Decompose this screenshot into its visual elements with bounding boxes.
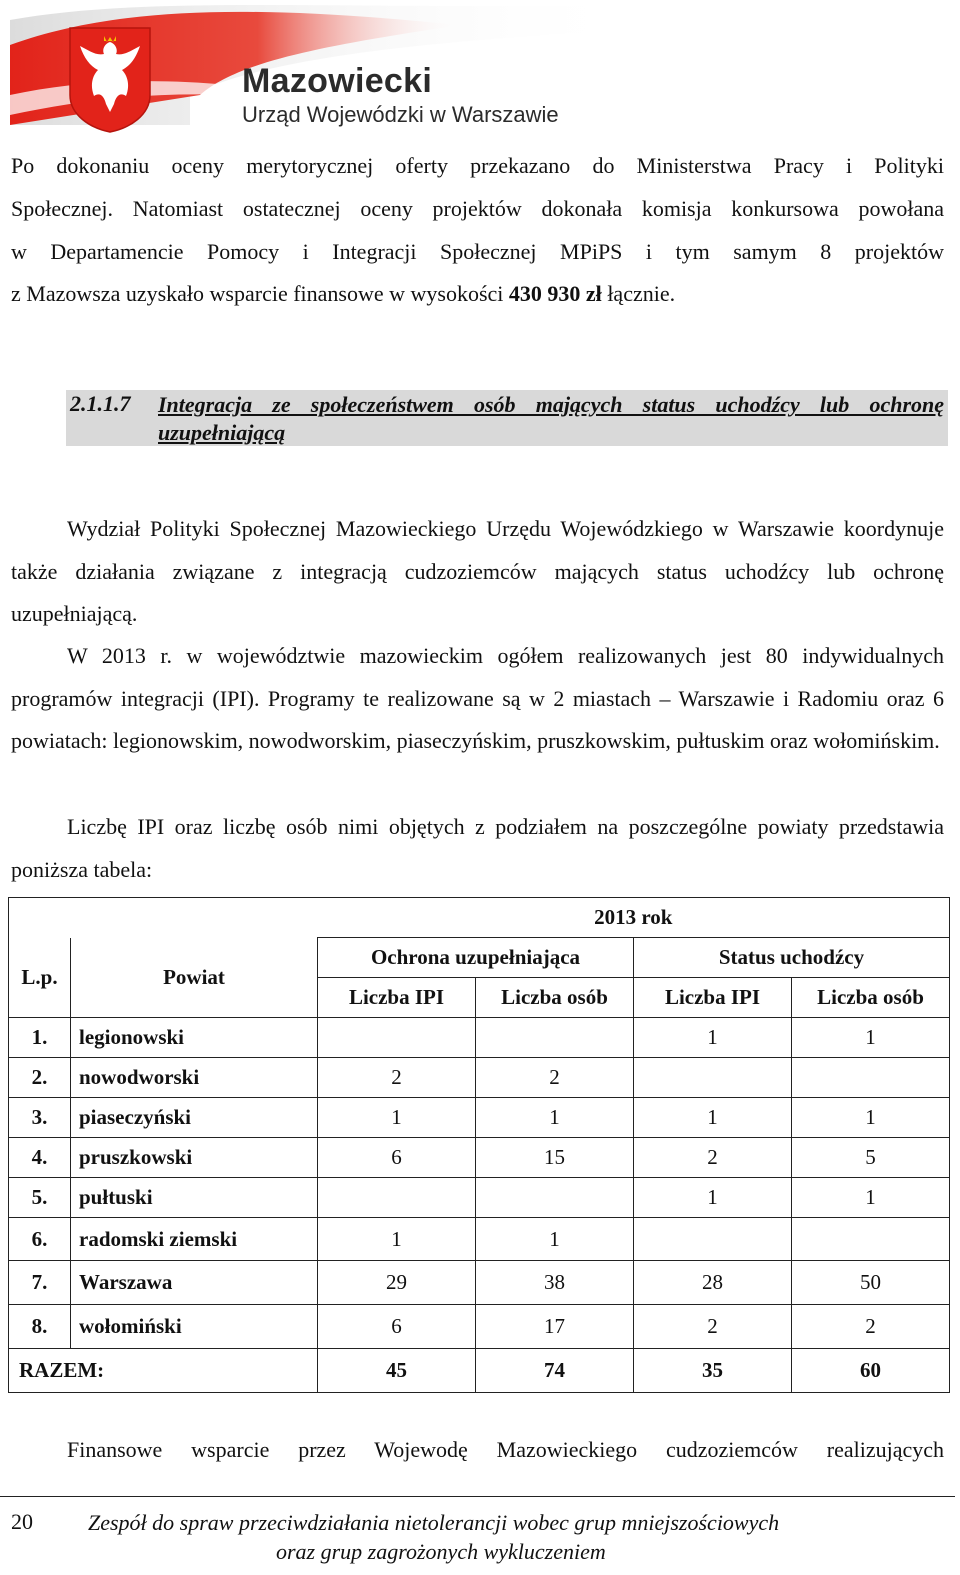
table-row: [9, 1098, 950, 1138]
table-row: [9, 1058, 950, 1098]
table-subheader-ipi-1: Liczba IPI: [318, 978, 476, 1018]
row-lp: 8.: [9, 1305, 71, 1349]
table-total-row: [9, 1349, 950, 1393]
total-value: 35: [634, 1349, 792, 1393]
paragraph-3: Liczbę IPI oraz liczbę osób nimi objętych z podziałem na poszczególne powiaty przedstawia poniższa tabela:: [11, 814, 944, 882]
table-row: [9, 1261, 950, 1305]
row-value: [318, 1178, 476, 1218]
row-value: 5: [792, 1138, 950, 1178]
row-value: 2: [634, 1305, 792, 1349]
page-number: 20: [11, 1509, 33, 1534]
intro-line-4-end: łącznie.: [601, 281, 676, 306]
row-powiat: wołomiński: [71, 1305, 318, 1349]
row-value: 1: [318, 1098, 476, 1138]
footer-text-line-1: Zespół do spraw przeciwdziałania nietolerancji wobec grup mniejszościowych: [88, 1510, 780, 1535]
intro-amount: 430 930 zł: [508, 281, 602, 306]
table-header-powiat: Powiat: [71, 938, 318, 1018]
row-value: 1: [634, 1018, 792, 1058]
table-header-lp: L.p.: [9, 938, 71, 1018]
row-powiat: piaseczyński: [71, 1098, 318, 1138]
table-row: [9, 1305, 950, 1349]
row-value: 50: [792, 1261, 950, 1305]
row-value: 1: [318, 1218, 476, 1261]
row-value: 15: [476, 1138, 634, 1178]
row-value: 29: [318, 1261, 476, 1305]
table-row: [9, 1218, 950, 1261]
table-row: [9, 1178, 950, 1218]
table-row: [9, 1018, 950, 1058]
row-powiat: pułtuski: [71, 1178, 318, 1218]
paragraph-2: W 2013 r. w województwie mazowieckim ogółem realizowanych jest 80 indywidualnych programów integracji (IPI). Programy te realizowane są w 2 miastach – Warszawie i Radomiu oraz 6 powiatach: legionowskim, nowodworskim, piaseczyńskim, pruszkowskim, pułtuskim oraz wołomińskim.: [11, 643, 944, 753]
table-corner: [9, 898, 318, 938]
row-lp: 7.: [9, 1261, 71, 1305]
row-value: [476, 1178, 634, 1218]
table-year-header: 2013 rok: [318, 898, 950, 938]
row-lp: 2.: [9, 1058, 71, 1098]
row-powiat: nowodworski: [71, 1058, 318, 1098]
row-value: 1: [476, 1098, 634, 1138]
row-value: 6: [318, 1138, 476, 1178]
row-lp: 3.: [9, 1098, 71, 1138]
row-value: 2: [634, 1138, 792, 1178]
row-powiat: Warszawa: [71, 1261, 318, 1305]
row-lp: 4.: [9, 1138, 71, 1178]
row-value: 2: [318, 1058, 476, 1098]
total-value: 74: [476, 1349, 634, 1393]
row-powiat: radomski ziemski: [71, 1218, 318, 1261]
row-value: [792, 1058, 950, 1098]
brand-subtitle: Urząd Wojewódzki w Warszawie: [242, 102, 559, 127]
paragraph-1: Wydział Polityki Społecznej Mazowieckiego Urzędu Wojewódzkiego w Warszawie koordynuje także działania związane z integracją cudzoziemców mających status uchodźcy lub ochronę uzupełniającą.: [11, 516, 944, 626]
brand-title: Mazowiecki: [242, 62, 433, 100]
row-value: 1: [476, 1218, 634, 1261]
intro-line-4: [11, 273, 944, 316]
row-value: 1: [634, 1178, 792, 1218]
row-value: 6: [318, 1305, 476, 1349]
row-lp: 6.: [9, 1218, 71, 1261]
row-value: 28: [634, 1261, 792, 1305]
intro-line-3: w Departamencie Pomocy i Integracji Społecznej MPiPS i tym samym 8 projektów: [11, 239, 944, 264]
total-label: RAZEM:: [9, 1349, 318, 1393]
intro-line-4-start: z Mazowsza uzyskało wsparcie finansowe w wysokości: [11, 281, 509, 306]
table-subheader-osob-1: Liczba osób: [476, 978, 634, 1018]
row-value: 2: [792, 1305, 950, 1349]
total-value: 45: [318, 1349, 476, 1393]
row-powiat: legionowski: [71, 1018, 318, 1058]
ipi-table: [8, 897, 950, 1393]
total-value: 60: [792, 1349, 950, 1393]
closing-line: Finansowe wsparcie przez Wojewodę Mazowieckiego cudzoziemców realizujących: [67, 1437, 944, 1462]
row-value: [634, 1058, 792, 1098]
section-number: 2.1.1.7: [70, 391, 131, 416]
page-header: [0, 0, 960, 140]
row-value: [476, 1018, 634, 1058]
row-powiat: pruszkowski: [71, 1138, 318, 1178]
row-value: 17: [476, 1305, 634, 1349]
footer-text-line-2: oraz grup zagrożonych wykluczeniem: [276, 1539, 606, 1564]
row-value: 1: [792, 1178, 950, 1218]
row-value: [634, 1218, 792, 1261]
row-value: 1: [792, 1018, 950, 1058]
row-value: 38: [476, 1261, 634, 1305]
footer-divider: [0, 1496, 955, 1497]
table-header-status: Status uchodźcy: [634, 938, 950, 978]
section-title: Integracja ze społeczeństwem osób mających status uchodźcy lub ochronę uzupełniającą: [158, 392, 944, 445]
intro-line-1: Po dokonaniu oceny merytorycznej oferty przekazano do Ministerstwa Pracy i Polityki: [11, 153, 944, 178]
row-lp: 5.: [9, 1178, 71, 1218]
row-value: [792, 1218, 950, 1261]
table-subheader-ipi-2: Liczba IPI: [634, 978, 792, 1018]
row-value: 2: [476, 1058, 634, 1098]
eagle-emblem-icon: [70, 28, 150, 132]
row-value: 1: [792, 1098, 950, 1138]
table-header-ochrona: Ochrona uzupełniająca: [318, 938, 634, 978]
table-subheader-osob-2: Liczba osób: [792, 978, 950, 1018]
intro-line-2: Społecznej. Natomiast ostatecznej oceny projektów dokonała komisja konkursowa powołana: [11, 196, 944, 221]
table-row: [9, 1138, 950, 1178]
row-value: 1: [634, 1098, 792, 1138]
row-value: [318, 1018, 476, 1058]
row-lp: 1.: [9, 1018, 71, 1058]
